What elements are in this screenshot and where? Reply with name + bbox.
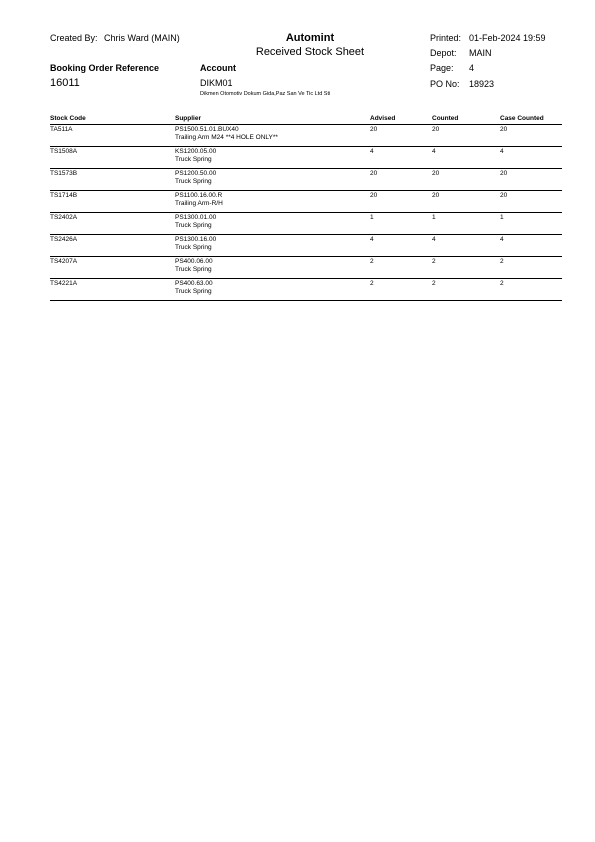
- stock-code-cell: TS4207A: [50, 257, 175, 279]
- table-row: [50, 235, 562, 257]
- booking-ref-value: 16011: [50, 77, 80, 89]
- advised-cell: 4: [370, 147, 432, 169]
- page-label: Page:: [430, 63, 454, 73]
- item-description: Truck Spring: [175, 288, 212, 295]
- table-row: [50, 213, 562, 235]
- advised-cell: 20: [370, 125, 432, 147]
- case-counted-cell: 20: [500, 125, 562, 147]
- booking-ref-label: Booking Order Reference: [50, 63, 160, 73]
- account-code: DIKM01: [200, 78, 233, 88]
- printed-value: 01-Feb-2024 19:59: [469, 33, 546, 43]
- case-counted-cell: 2: [500, 257, 562, 279]
- po-number: 18923: [469, 79, 495, 89]
- po-label: PO No:: [430, 79, 460, 89]
- col-header-supplier: Supplier: [175, 114, 370, 125]
- counted-cell: 4: [432, 147, 500, 169]
- case-counted-cell: 4: [500, 147, 562, 169]
- item-description: Truck Spring: [175, 244, 212, 251]
- printed-label: Printed:: [430, 33, 462, 43]
- stock-code-cell: TS2402A: [50, 213, 175, 235]
- supplier-cell: [175, 279, 370, 301]
- counted-cell: 2: [432, 279, 500, 301]
- item-description: Truck Spring: [175, 156, 212, 163]
- advised-cell: 4: [370, 235, 432, 257]
- stock-code-cell: TS1714B: [50, 191, 175, 213]
- company-name: Automint: [285, 32, 335, 44]
- counted-cell: 2: [432, 257, 500, 279]
- created-by: [50, 33, 180, 43]
- supplier-code: PS1300.01.00: [175, 214, 217, 221]
- case-counted-cell: 20: [500, 191, 562, 213]
- case-counted-cell: 20: [500, 169, 562, 191]
- col-header-case-counted: Case Counted: [500, 114, 562, 125]
- created-by-value: Chris Ward (MAIN): [104, 33, 180, 43]
- page-number: 4: [469, 63, 475, 73]
- advised-cell: 20: [370, 169, 432, 191]
- supplier-cell: [175, 169, 370, 191]
- advised-cell: 2: [370, 257, 432, 279]
- supplier-code: PS1300.16.00: [175, 236, 217, 243]
- case-counted-cell: 2: [500, 279, 562, 301]
- table-row: [50, 279, 562, 301]
- table-row: [50, 169, 562, 191]
- supplier-cell: [175, 191, 370, 213]
- supplier-code: PS1100.16.00.R: [175, 192, 223, 199]
- stock-code-cell: TS1508A: [50, 147, 175, 169]
- advised-cell: 20: [370, 191, 432, 213]
- depot-value: MAIN: [469, 48, 492, 58]
- supplier-code: PS400.63.00: [175, 280, 213, 287]
- item-description: Trailing Arm-R/H: [175, 200, 223, 207]
- supplier-cell: [175, 147, 370, 169]
- supplier-code: KS1200.05.00: [175, 148, 217, 155]
- item-description: Truck Spring: [175, 222, 212, 229]
- table-row: [50, 147, 562, 169]
- counted-cell: 20: [432, 125, 500, 147]
- stock-table: [50, 114, 562, 301]
- supplier-code: PS1200.50.00: [175, 170, 217, 177]
- item-description: Truck Spring: [175, 178, 212, 185]
- col-header-counted: Counted: [432, 114, 500, 125]
- case-counted-cell: 1: [500, 213, 562, 235]
- created-by-label: Created By:: [50, 33, 98, 43]
- supplier-cell: [175, 125, 370, 147]
- page-title: Received Stock Sheet: [255, 46, 365, 58]
- item-description: Trailing Arm M24 **4 HOLE ONLY**: [175, 134, 278, 141]
- table-row: [50, 191, 562, 213]
- stock-code-cell: TA511A: [50, 125, 175, 147]
- col-header-advised: Advised: [370, 114, 432, 125]
- table-row: [50, 125, 562, 147]
- supplier-code: PS1500.51.01.BUX40: [175, 126, 239, 133]
- counted-cell: 4: [432, 235, 500, 257]
- counted-cell: 20: [432, 191, 500, 213]
- account-name: Dikmen Otomotiv Dokum Gida,Paz San Ve Tic Ltd Sti: [200, 91, 331, 97]
- item-description: Truck Spring: [175, 266, 212, 273]
- supplier-cell: [175, 235, 370, 257]
- counted-cell: 20: [432, 169, 500, 191]
- advised-cell: 2: [370, 279, 432, 301]
- counted-cell: 1: [432, 213, 500, 235]
- supplier-cell: [175, 257, 370, 279]
- account-label: Account: [200, 63, 236, 73]
- stock-code-cell: TS4221A: [50, 279, 175, 301]
- stock-code-cell: TS2426A: [50, 235, 175, 257]
- supplier-code: PS400.06.00: [175, 258, 213, 265]
- table-row: [50, 257, 562, 279]
- stock-code-cell: TS1573B: [50, 169, 175, 191]
- table-header-row: [50, 114, 562, 125]
- depot-label: Depot:: [430, 48, 457, 58]
- supplier-cell: [175, 213, 370, 235]
- col-header-stock-code: Stock Code: [50, 114, 175, 125]
- case-counted-cell: 4: [500, 235, 562, 257]
- advised-cell: 1: [370, 213, 432, 235]
